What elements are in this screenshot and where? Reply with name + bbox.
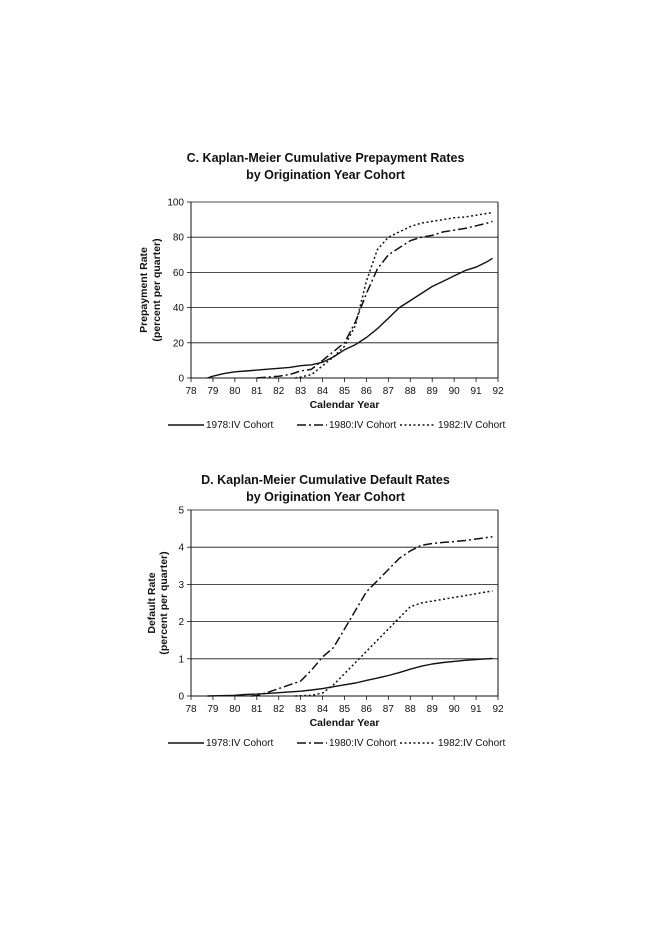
y-tick-label: 60 — [172, 267, 184, 279]
chart-c-title-line1: C. Kaplan-Meier Cumulative Prepayment Rates — [186, 151, 465, 165]
y-axis-title-line2: (percent per quarter) — [158, 551, 170, 655]
x-tick-label: 84 — [317, 386, 329, 397]
y-tick-label: 3 — [178, 579, 184, 591]
x-tick-label: 90 — [448, 386, 460, 397]
y-tick-label: 100 — [167, 197, 184, 209]
chart-c-title-line2: by Origination Year Cohort — [246, 168, 405, 182]
series-line-1982-iv-cohort — [295, 591, 492, 696]
y-tick-label: 0 — [178, 691, 184, 703]
x-tick-label: 85 — [338, 386, 351, 397]
y-tick-label: 0 — [178, 373, 184, 385]
x-tick-label: 78 — [185, 704, 197, 715]
x-tick-label: 89 — [426, 386, 438, 397]
y-tick-label: 80 — [172, 232, 184, 244]
chart-c-prepayment — [0, 190, 651, 450]
x-tick-label: 80 — [229, 704, 241, 715]
x-tick-label: 81 — [251, 704, 263, 715]
x-tick-label: 85 — [338, 704, 351, 715]
legend-label: 1978:IV Cohort — [206, 738, 274, 749]
x-tick-label: 87 — [382, 386, 394, 397]
x-tick-label: 86 — [360, 386, 372, 397]
x-axis-title: Calendar Year — [309, 717, 380, 729]
legend-label: 1982:IV Cohort — [438, 420, 506, 431]
series-line-1980-iv-cohort — [251, 537, 492, 696]
series-line-1978-iv-cohort — [207, 258, 492, 378]
chart-d-title-line1: D. Kaplan-Meier Cumulative Default Rates — [201, 473, 450, 487]
x-tick-label: 91 — [470, 386, 482, 397]
x-tick-label: 84 — [317, 704, 329, 715]
series-line-1980-iv-cohort — [257, 221, 493, 378]
x-tick-label: 91 — [470, 704, 482, 715]
x-tick-label: 79 — [207, 704, 219, 715]
y-tick-label: 40 — [172, 303, 184, 315]
series-line-1978-iv-cohort — [207, 658, 492, 696]
y-axis-title-line1: Prepayment Rate — [138, 247, 150, 333]
x-tick-label: 89 — [426, 704, 438, 715]
chart-d-title-line2: by Origination Year Cohort — [246, 490, 405, 504]
x-tick-label: 87 — [382, 704, 394, 715]
chart-d-default — [0, 500, 651, 760]
y-tick-label: 2 — [178, 617, 184, 629]
x-tick-label: 80 — [229, 386, 241, 397]
x-axis-title: Calendar Year — [309, 399, 380, 411]
x-tick-label: 82 — [273, 386, 285, 397]
x-tick-label: 78 — [185, 386, 197, 397]
x-tick-label: 92 — [492, 386, 504, 397]
legend-label: 1980:IV Cohort — [329, 738, 397, 749]
y-axis-title-line2: (percent per quarter) — [151, 238, 163, 342]
x-tick-label: 82 — [273, 704, 285, 715]
legend-label: 1978:IV Cohort — [206, 420, 274, 431]
y-tick-label: 5 — [178, 505, 184, 517]
x-tick-label: 83 — [295, 704, 307, 715]
x-tick-label: 88 — [404, 386, 416, 397]
y-tick-label: 20 — [172, 338, 184, 350]
legend-label: 1980:IV Cohort — [329, 420, 397, 431]
y-tick-label: 1 — [178, 654, 184, 666]
x-tick-label: 83 — [295, 386, 307, 397]
x-tick-label: 86 — [360, 704, 372, 715]
x-tick-label: 88 — [404, 704, 416, 715]
y-tick-label: 4 — [178, 542, 184, 554]
y-axis-title-line1: Default Rate — [146, 572, 158, 634]
legend-label: 1982:IV Cohort — [438, 738, 506, 749]
x-tick-label: 92 — [492, 704, 504, 715]
x-tick-label: 79 — [207, 386, 219, 397]
x-tick-label: 81 — [251, 386, 263, 397]
x-tick-label: 90 — [448, 704, 460, 715]
